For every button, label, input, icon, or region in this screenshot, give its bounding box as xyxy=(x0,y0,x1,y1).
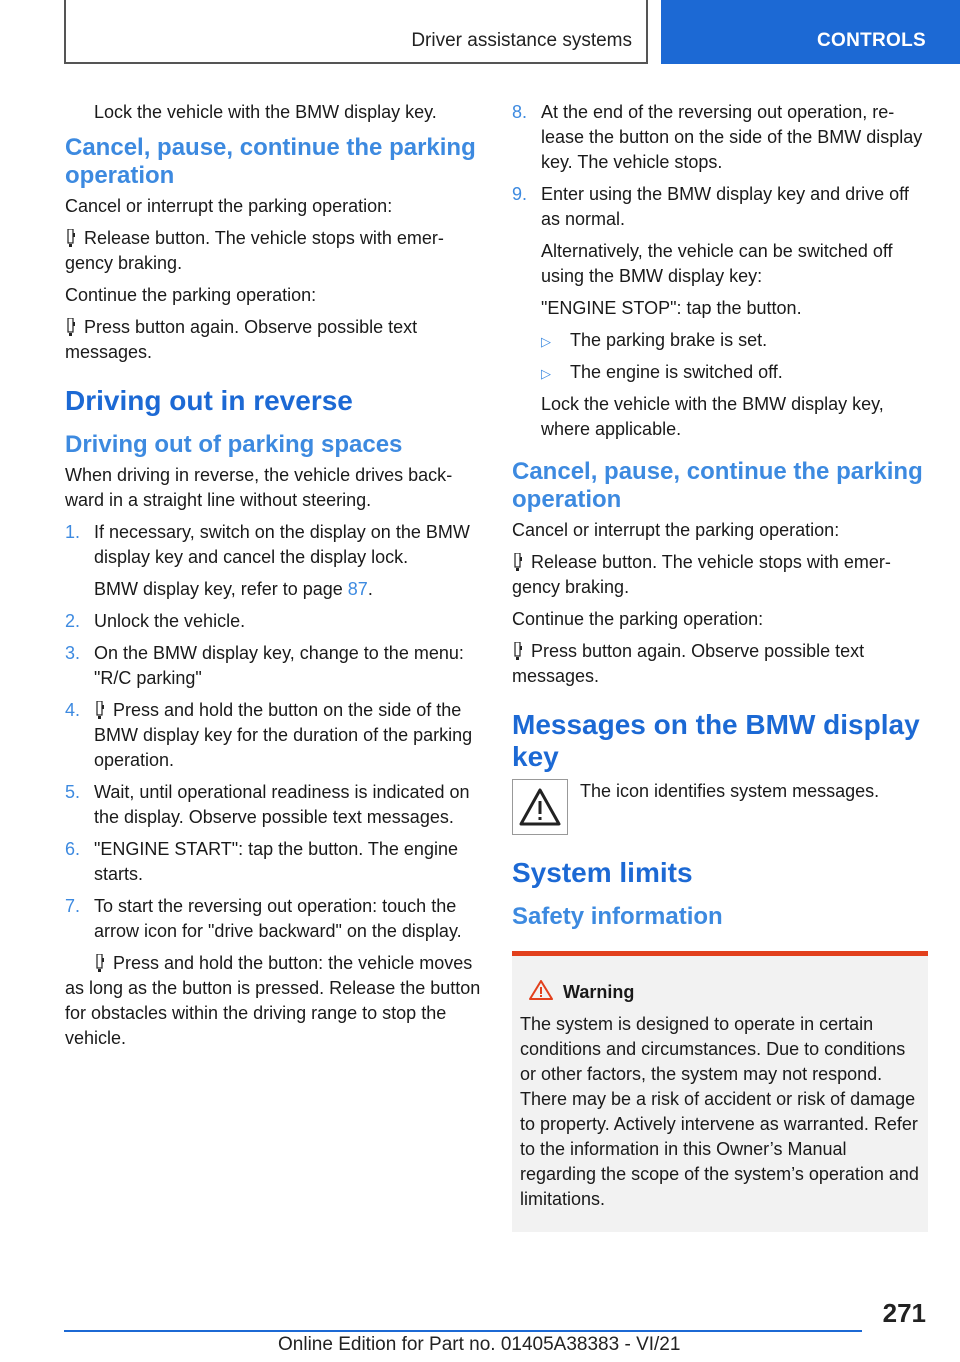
step-number: 6. xyxy=(65,839,81,859)
step-text: Enter using the BMW display key and drive off as normal. xyxy=(541,184,909,229)
step-text: Wait, until operational readiness is indicated on the display. Observe possible text messages. xyxy=(94,782,470,827)
edition-text: Online Edition for Part no. 01405A38383 - VI/21 xyxy=(278,1334,681,1355)
step-number: 3. xyxy=(65,643,81,663)
cancel-intro-text-2: Cancel or interrupt the parking operation: xyxy=(512,520,840,540)
release-button-paragraph-2 xyxy=(512,550,928,600)
step-number: 4. xyxy=(65,700,81,720)
display-key-icon xyxy=(94,954,106,972)
step-item xyxy=(65,894,481,1051)
continue-intro-text: Continue the parking operation: xyxy=(65,285,317,305)
page-reference xyxy=(94,577,481,602)
release-button-paragraph xyxy=(65,226,481,276)
step-alternative-text: Alternatively, the vehicle can be switched off using the BMW display key: xyxy=(541,241,893,286)
page-number: 271 xyxy=(882,1298,926,1328)
bullet-text: The engine is switched off. xyxy=(570,362,783,382)
engine-stop-text: "ENGINE STOP": tap the button. xyxy=(541,298,802,318)
step-item xyxy=(65,780,481,830)
warning-title: Warning xyxy=(563,982,635,1002)
step-extra-paragraph xyxy=(65,951,481,1051)
cancel-pause-heading-2: Cancel, pause, continue the parking operation xyxy=(512,458,923,513)
step-text: On the BMW display key, change to the menu: "R/C parking" xyxy=(94,643,464,688)
messages-heading: Messages on the BMW display key xyxy=(512,709,920,772)
step-number: 8. xyxy=(512,102,528,122)
system-limits-heading: System limits xyxy=(512,857,693,888)
step-number: 7. xyxy=(65,896,81,916)
release-button-text-2: Release button. The vehicle stops with emergency braking. xyxy=(512,552,891,597)
triangle-bullet-icon: ▷ xyxy=(541,366,551,381)
driving-out-reverse-heading: Driving out in reverse xyxy=(65,385,353,416)
reverse-steps-list xyxy=(65,520,481,1051)
press-again-text-2: Press button again. Observe possible text messages. xyxy=(512,641,865,686)
step-text: At the end of the reversing out operation, release the button on the side of the BMW display key. The vehicle stops. xyxy=(541,102,923,172)
cancel-pause-heading: Cancel, pause, continue the parking operation xyxy=(65,134,476,189)
warning-triangle-icon xyxy=(512,779,568,835)
step-text: Press and hold the button on the side of the BMW display key for the duration of the parking operation. xyxy=(94,700,473,770)
display-key-icon xyxy=(65,318,77,336)
header-chapter-box xyxy=(661,0,960,64)
triangle-bullet-icon: ▷ xyxy=(541,334,551,349)
page-reference-suffix: . xyxy=(367,579,373,599)
step-item xyxy=(512,100,928,175)
warning-icon xyxy=(529,980,553,1000)
step-number: 9. xyxy=(512,184,528,204)
header-section-box xyxy=(64,0,648,64)
display-key-icon xyxy=(512,642,524,660)
cancel-intro-text: Cancel or interrupt the parking operation: xyxy=(65,196,393,216)
safety-information-heading: Safety information xyxy=(512,903,723,930)
display-key-icon xyxy=(94,701,106,719)
display-key-icon xyxy=(65,229,77,247)
warning-title-row xyxy=(529,980,920,1005)
lock-where-applicable-text: Lock the vehicle with the BMW display key, where applicable. xyxy=(541,394,884,439)
step-item xyxy=(65,698,481,773)
page-reference-prefix: BMW display key, refer to page xyxy=(94,579,348,599)
step-item xyxy=(512,182,928,442)
footer-divider xyxy=(64,1330,862,1332)
display-key-icon xyxy=(512,553,524,571)
press-again-text: Press button again. Observe possible text messages. xyxy=(65,317,418,362)
warning-box xyxy=(512,951,928,1232)
driving-out-intro-text: When driving in reverse, the vehicle drives backward in a straight line without steering. xyxy=(65,465,453,510)
step-number: 5. xyxy=(65,782,81,802)
continue-intro-text-2: Continue the parking operation: xyxy=(512,609,764,629)
right-column xyxy=(512,100,928,1232)
step-number: 1. xyxy=(65,522,81,542)
press-again-paragraph xyxy=(65,315,481,365)
engine-stop-results xyxy=(541,328,928,385)
header-chapter-title: CONTROLS xyxy=(816,30,926,51)
step-text: Unlock the vehicle. xyxy=(94,611,246,631)
step-text: "ENGINE START": tap the button. The engine starts. xyxy=(94,839,458,884)
warning-text: The system is designed to operate in certain conditions and circumstances. Due to conditions or other factors, the system may not respond. There may be a risk of accident or risk of damage to property. Actively intervene as warranted. Refer to the information in this Owner’s Manual regarding the scope of the system’s operation and limitations. xyxy=(520,1014,919,1209)
header-section-title: Driver assistance systems xyxy=(411,30,632,51)
reverse-steps-list-continued xyxy=(512,100,928,442)
system-message-row xyxy=(512,779,928,835)
lock-vehicle-text: Lock the vehicle with the BMW display key. xyxy=(94,102,437,122)
step-item xyxy=(65,520,481,602)
step-item xyxy=(65,641,481,691)
step-text: To start the reversing out operation: touch the arrow icon for "drive backward" on the display. xyxy=(94,896,462,941)
step-text: If necessary, switch on the display on the BMW display key and cancel the display lock. xyxy=(94,522,470,567)
system-message-text: The icon identifies system messages. xyxy=(580,781,880,801)
driving-out-spaces-heading: Driving out of parking spaces xyxy=(65,431,403,458)
step-number: 2. xyxy=(65,611,81,631)
press-again-paragraph-2 xyxy=(512,639,928,689)
bullet-item xyxy=(541,360,928,385)
bullet-text: The parking brake is set. xyxy=(570,330,768,350)
step-item xyxy=(65,609,481,634)
bullet-item xyxy=(541,328,928,353)
release-button-text: Release button. The vehicle stops with emergency braking. xyxy=(65,228,444,273)
step-item xyxy=(65,837,481,887)
left-column xyxy=(65,100,481,1058)
step-extra-text: Press and hold the button: the vehicle moves as long as the button is pressed. Release the button for obstacles within the driving range to stop the vehicle. xyxy=(65,953,481,1048)
page-reference-link[interactable]: 87 xyxy=(347,579,368,599)
